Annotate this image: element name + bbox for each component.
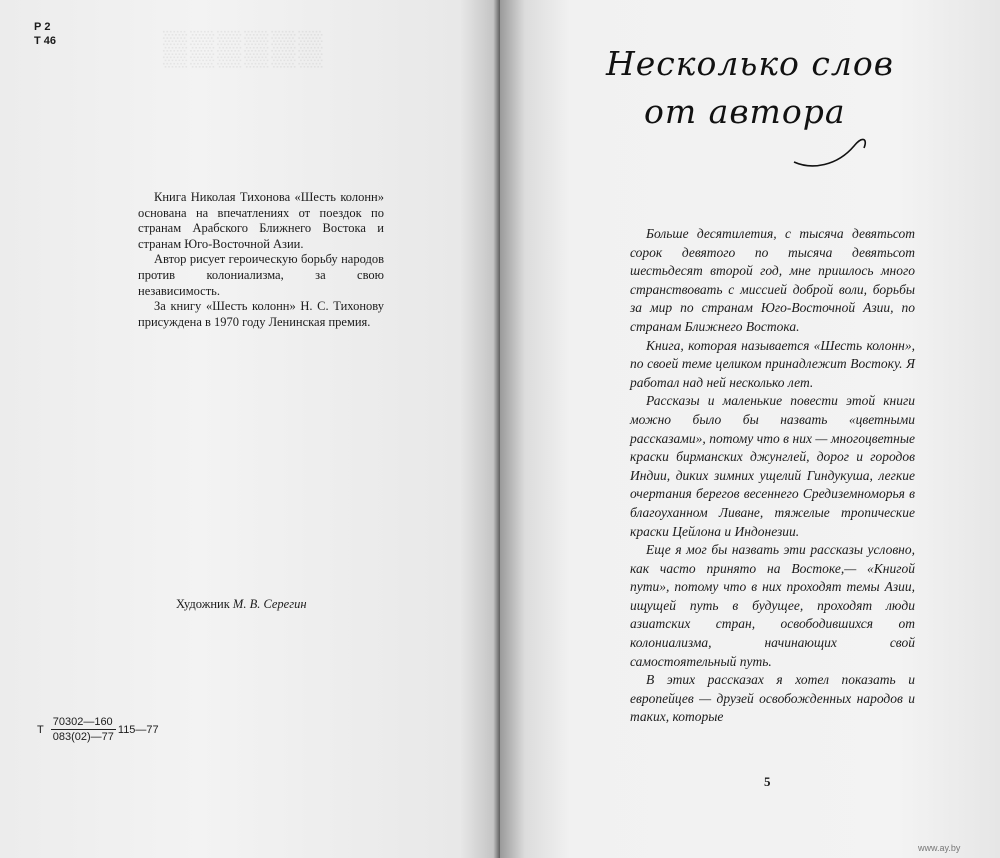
heading-line-1: Несколько слов (606, 44, 894, 83)
imprint-letter: Т (37, 723, 44, 736)
catalog-codes (34, 20, 56, 48)
catalog-code-1: Р 2 (34, 21, 51, 33)
imprint-code (37, 716, 159, 743)
preface-paragraph: Рассказы и маленькие повести этой книги можно было бы назвать «цветными рассказами», потому что в них — многоцветные краски бирманских джунглей, дорог и городов Индии, диких зимних ущелий Гиндукуша, легкие очертания берегов весеннего Средиземноморья в благоуханном Ливане, тяжелые тропические краски Цейлона и Индонезии. (630, 393, 915, 539)
bleed-through-shadow: ▒▒▒▒▒▒ (160, 30, 323, 67)
preface-paragraph: Больше десятилетия, с тысяча девятьсот сорок девятого по тысяча девятьсот шестьдесят второй год, мне пришлось много странствовать с миссией доброй воли, борьбы за мир по странам Юго-Восточной Азии, по странам Ближнего Востока. (630, 226, 915, 334)
heading-line-2: от автора (644, 92, 846, 131)
illustrator-label: Художник (176, 597, 230, 611)
imprint-numerator: 70302—160 (51, 716, 116, 730)
annotation-paragraph: Книга Николая Тихонова «Шесть колонн» основана на впечатлениях от поездок по странам Арабского Ближнего Востока и странам Юго-Восточной Азии. (138, 190, 384, 251)
imprint-denominator: 083(02)—77 (52, 731, 114, 743)
annotation-paragraph: За книгу «Шесть колонн» Н. С. Тихонову присуждена в 1970 году Ленинская премия. (138, 299, 384, 329)
book-annotation (138, 190, 384, 330)
imprint-number: 115—77 (117, 723, 159, 736)
author-preface-text (630, 225, 915, 727)
preface-paragraph: Книга, которая называется «Шесть колонн», по своей теме целиком принадлежит Востоку. Я работал над ней несколько лет. (630, 337, 915, 390)
imprint-fraction (51, 716, 116, 743)
illustrator-name: М. В. Серегин (232, 597, 307, 611)
site-watermark: www.ay.by (918, 843, 961, 853)
catalog-code-2: Т 46 (34, 35, 57, 47)
preface-paragraph: В этих рассказах я хотел показать и европейцев — друзей освобожденных народов и таких, которые (630, 672, 915, 725)
page-number: 5 (764, 774, 771, 789)
chapter-heading (606, 40, 894, 136)
annotation-paragraph: Автор рисует героическую борьбу народов против колониализма, за свою независимость. (138, 252, 384, 298)
preface-paragraph: Еще я мог бы назвать эти рассказы условно, как часто принято на Востоке,— «Книгой пути», потому что в них проходят темы Азии, ищущей путь в будущее, проходят люди азиатских стран, освободившихся от колониализма, начинающих свой самостоятельный путь. (630, 542, 915, 669)
illustrator-credit (176, 597, 307, 612)
heading-swash-flourish (792, 132, 872, 172)
